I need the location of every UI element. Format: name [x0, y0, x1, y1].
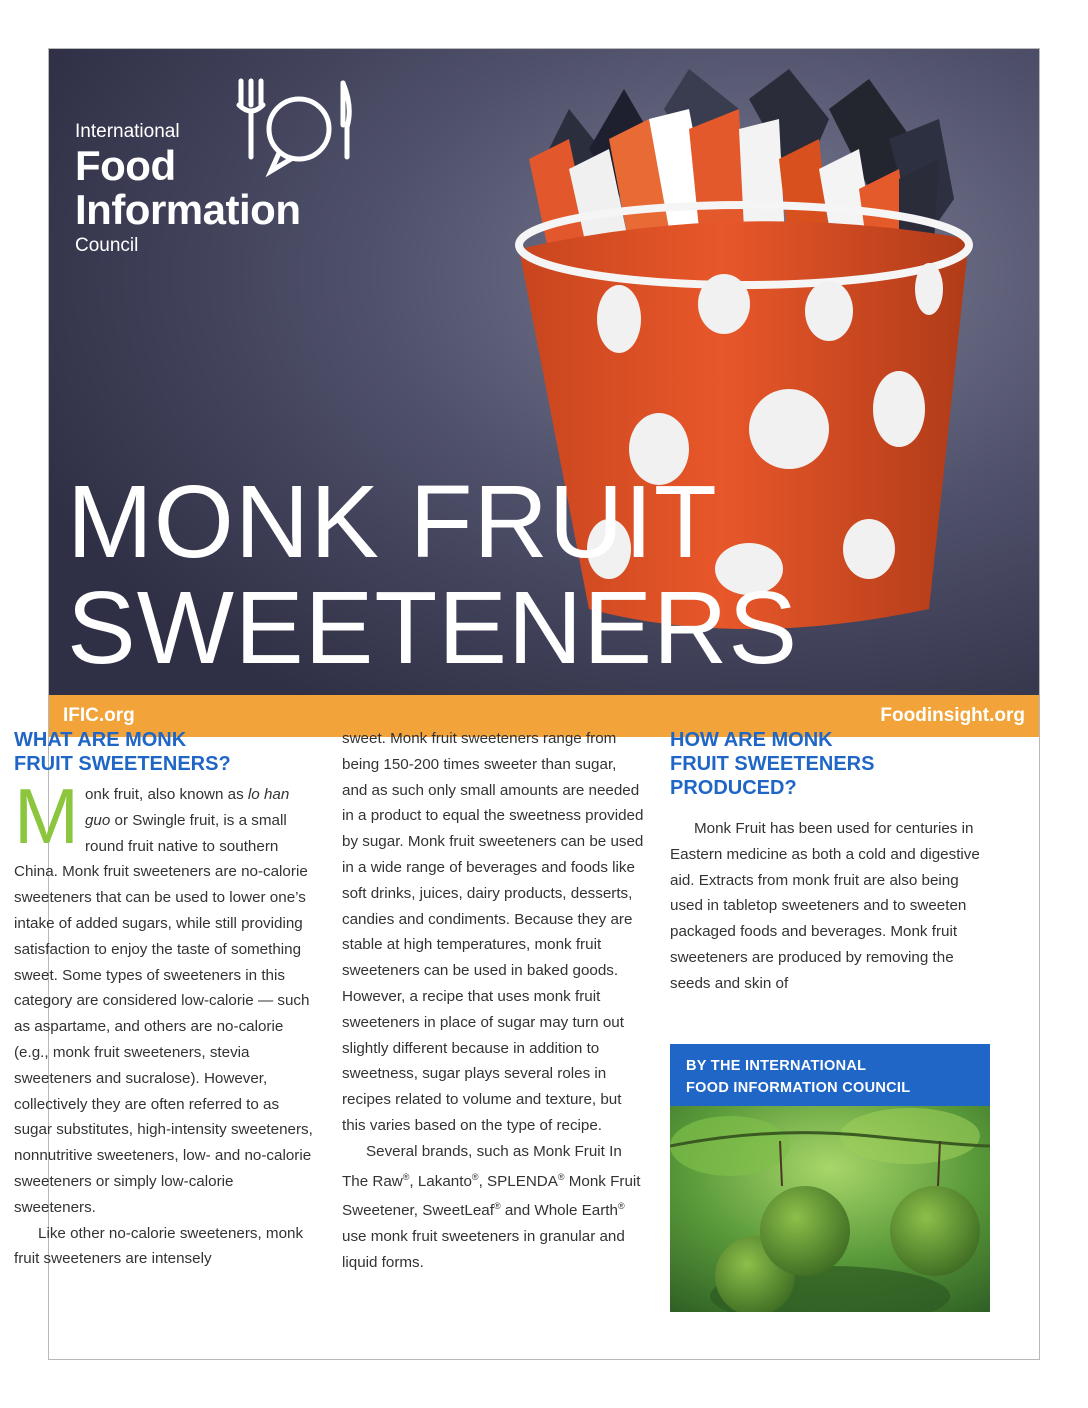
column-2 — [342, 726, 644, 1276]
heading-how-line-2: FRUIT SWEETENERS — [670, 753, 875, 775]
heading-what-line-1: WHAT ARE MONK — [14, 729, 187, 751]
reg-mark-1: ® — [402, 1171, 410, 1182]
fork-plate-knife-icon — [231, 77, 361, 187]
column-3 — [670, 728, 980, 997]
drop-cap: M — [14, 772, 79, 860]
hero-banner — [49, 49, 1039, 695]
column-1 — [14, 728, 314, 1272]
intro-text-b: or Swingle fruit, is a small round fruit native to southern China. Monk fruit sweeteners are no-calorie sweeteners that can be used to lower one’s intake of added sugars, while still providing satisfaction to enjoy the taste of something sweet. Some types of sweeteners in this category are considered low-calorie — such as aspartame, and others are no-calorie (e.g., monk fruit sweeteners, stevia sweeteners and sucralose). However, collectively they are often referred to as sugar substitutes, high-intensity sweeteners, nonnutritive sweeteners, low- and no-calorie sweeteners or simply low-calorie sweeteners. — [14, 811, 313, 1216]
title-line-1: MONK FRUIT — [67, 464, 718, 579]
brands-text-e: and Whole Earth — [500, 1202, 618, 1220]
reg-mark-3: ® — [557, 1171, 565, 1182]
heading-what-line-2: FRUIT SWEETENERS? — [14, 753, 231, 775]
logo-line-2: Food — [75, 142, 176, 189]
section-heading-how — [670, 728, 980, 800]
reg-mark-4: ® — [493, 1201, 501, 1212]
brands-text-c: , SPLENDA — [478, 1172, 558, 1190]
brands-text-b: , Lakanto — [409, 1172, 472, 1190]
paragraph-brands — [342, 1139, 644, 1276]
section-heading-what — [14, 728, 314, 776]
foodinsight-link[interactable]: Foodinsight.org — [880, 705, 1025, 726]
monk-fruit-photo — [670, 1106, 990, 1312]
brands-text-f: use monk fruit sweeteners in granular and liquid forms. — [342, 1228, 625, 1272]
brands-text-d: Monk Fruit Sweetener, SweetLeaf — [342, 1172, 641, 1220]
brands-text-a: Several brands, such as Monk Fruit In The Raw — [342, 1142, 622, 1190]
paragraph-sweet: sweet. Monk fruit sweeteners range from being 150-200 times sweeter than sugar, and as such only small amounts are needed in a product to equal the sweetness provided by sugar. Monk fruit sweeteners can be used in a wide range of beverages and foods like soft drinks, juices, dairy products, desserts, candies and condiments. Because they are stable at high temperatures, monk fruit sweeteners can be used in baked goods. However, a recipe that uses monk fruit sweeteners in place of sugar may turn out slightly different because in addition to sweetness, sugar plays several roles in recipes related to volume and texture, but this varies based on the type of recipe. — [342, 730, 644, 1134]
intro-text-a: onk fruit, also known as — [84, 786, 248, 803]
paragraph-intro — [14, 772, 314, 1221]
title-line-2: SWEETENERS — [67, 570, 799, 685]
byline-line-2: FOOD INFORMATION COUNCIL — [686, 1080, 911, 1096]
byline-box — [670, 1044, 990, 1106]
page-title — [67, 464, 799, 685]
logo-line-1: International — [75, 121, 180, 142]
paragraph-like-other: Like other no-calorie sweeteners, monk fruit sweeteners are intensely — [14, 1224, 304, 1268]
reg-mark-2: ® — [471, 1171, 479, 1182]
intro-italic: lo han guo — [84, 786, 290, 829]
logo-line-4: Council — [75, 235, 139, 256]
heading-how-line-3: PRODUCED? — [670, 777, 797, 799]
logo-line-3: Information — [75, 186, 301, 233]
paragraph-produced: Monk Fruit has been used for centuries in Eastern medicine as both a cold and digestive aid. Extracts from monk fruit are also being used in tabletop sweeteners and to sweeten packaged foods and beverages. Monk fruit sweeteners are produced by removing the seeds and skin of — [670, 820, 980, 992]
reg-mark-5: ® — [617, 1201, 625, 1212]
byline-line-1: BY THE INTERNATIONAL — [686, 1058, 867, 1074]
heading-how-line-1: HOW ARE MONK — [670, 729, 833, 751]
ific-link[interactable]: IFIC.org — [63, 705, 135, 726]
